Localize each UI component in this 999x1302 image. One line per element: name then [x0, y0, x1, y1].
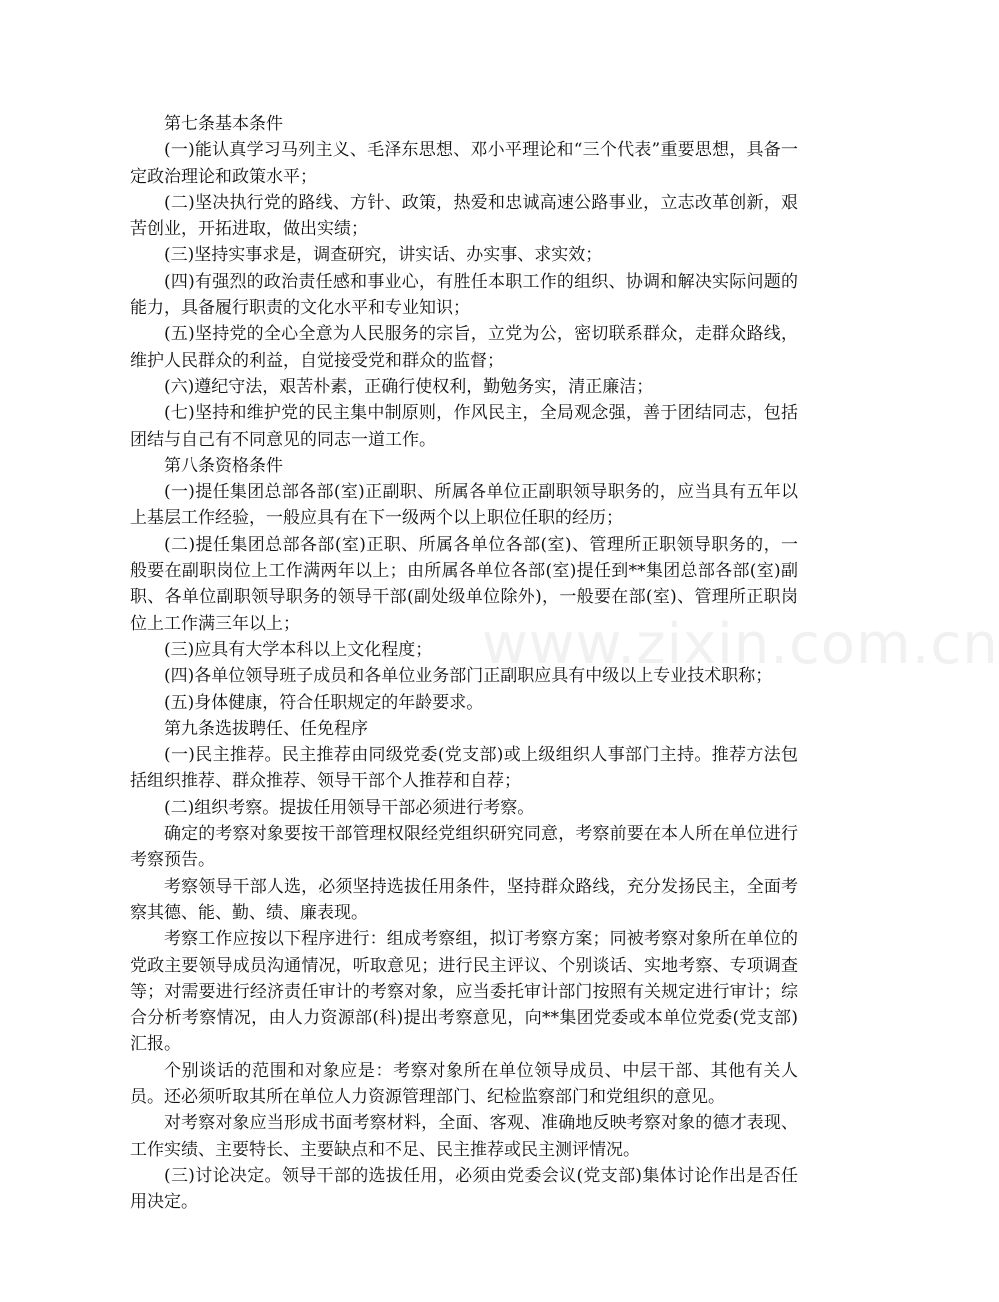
paragraph: (六)遵纪守法，艰苦朴素，正确行使权利，勤勉务实，清正廉洁； [164, 376, 654, 397]
paragraph: (一)能认真学习马列主义、毛泽东思想、邓小平理论和“三个代表”重要思想，具备一定政治理论和政策水平； [130, 140, 798, 187]
section-heading-article-7: 第七条基本条件 [164, 114, 283, 134]
paragraph: (二)坚决执行党的路线、方针、政策，热爱和忠诚高速公路事业，立志改革创新，艰苦创业，开拓进取，做出实绩； [130, 192, 798, 240]
paragraph: 对考察对象应当形成书面考察材料，全面、客观、准确地反映考察对象的德才表现、工作实绩、主要特长、主要缺点和不足、民主推荐或民主测评情况。 [130, 1113, 798, 1160]
section-heading-article-9: 第九条选拔聘任、任免程序 [164, 718, 368, 739]
paragraph: (七)坚持和维护党的民主集中制原则，作风民主，全局观念强，善于团结同志，包括团结与自己有不同意见的同志一道工作。 [130, 403, 798, 450]
paragraph: (五)坚持党的全心全意为人民服务的宗旨，立党为公，密切联系群众，走群众路线，维护人民群众的利益，自觉接受党和群众的监督； [130, 324, 798, 371]
paragraph: 考察工作应按以下程序进行：组成考察组，拟订考察方案；同被考察对象所在单位的党政主要领导成员沟通情况，听取意见；进行民主评议、个别谈话、实地考察、专项调查等；对需要进行经济责任审计的考察对象，应当委托审计部门按照有关规定进行审计；综合分析考察情况，由人力资源部(科)提出考察意见，向**集团党委或本单位党委(党支部)汇报。 [130, 929, 798, 1055]
paragraph: (一)提任集团总部各部(室)正副职、所属各单位正副职领导职务的，应当具有五年以上基层工作经验，一般应具有在下一级两个以上职位任职的经历； [130, 482, 798, 529]
paragraph: 确定的考察对象要按干部管理权限经党组织研究同意，考察前要在本人所在单位进行考察预告。 [130, 824, 798, 871]
paragraph: (三)坚持实事求是，调查研究，讲实话、办实事、求实效； [164, 245, 603, 266]
section-heading-article-8: 第八条资格条件 [164, 455, 283, 476]
paragraph: (二)提任集团总部各部(室)正职、所属各单位各部(室)、管理所正职领导职务的，一般要在副职岗位上工作满两年以上；由所属各单位各部(室)提任到**集团总部各部(室)副职、各单位副职领导职务的领导干部(副处级单位除外)，一般要在部(室)、管理所正职岗位上工作满三年以上； [130, 534, 798, 634]
watermark: www.zixin.com.cn [482, 612, 999, 677]
paragraph: (五)身体健康，符合任职规定的年龄要求。 [164, 692, 484, 713]
paragraph: 考察领导干部人选，必须坚持选拔任用条件，坚持群众路线，充分发扬民主，全面考察其德、能、勤、绩、廉表现。 [130, 876, 798, 923]
document-body [130, 111, 798, 1215]
paragraph: 个别谈话的范围和对象应是：考察对象所在单位领导成员、中层干部、其他有关人员。还必须听取其所在单位人力资源管理部门、纪检监察部门和党组织的意见。 [130, 1060, 798, 1107]
paragraph: (一)民主推荐。民主推荐由同级党委(党支部)或上级组织人事部门主持。推荐方法包括组织推荐、群众推荐、领导干部个人推荐和自荐； [130, 745, 798, 792]
paragraph: (三)应具有大学本科以上文化程度； [164, 639, 433, 660]
paragraph: (四)有强烈的政治责任感和事业心，有胜任本职工作的组织、协调和解决实际问题的能力，具备履行职责的文化水平和专业知识； [130, 271, 798, 319]
paragraph: (二)组织考察。提拔任用领导干部必须进行考察。 [164, 797, 535, 818]
paragraph: (四)各单位领导班子成员和各单位业务部门正副职应具有中级以上专业技术职称； [164, 666, 773, 687]
paragraph: (三)讨论决定。领导干部的选拔任用，必须由党委会议(党支部)集体讨论作出是否任用决定。 [130, 1165, 798, 1213]
